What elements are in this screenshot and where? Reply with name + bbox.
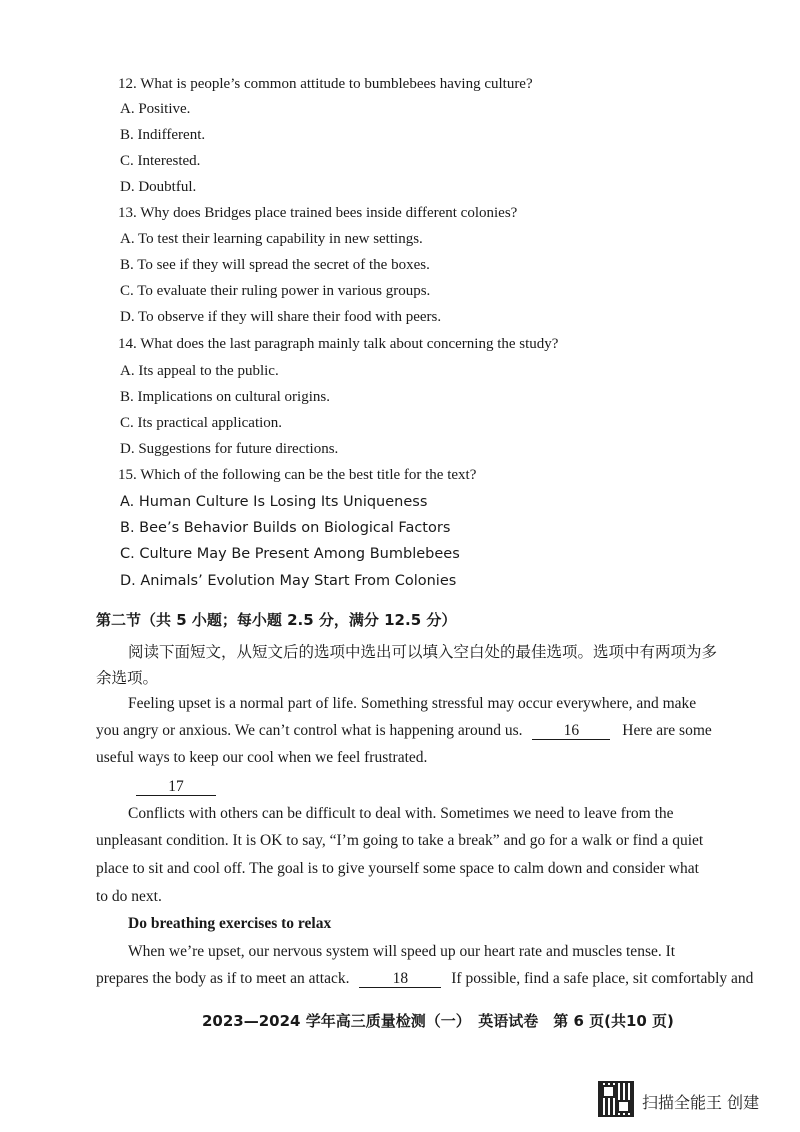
section-2-instruction-line2: 余选项。 xyxy=(96,669,159,687)
question-13-option-d: D. To observe if they will share their food with peers. xyxy=(120,309,442,325)
question-14-stem: 14. What does the last paragraph mainly talk about concerning the study? xyxy=(118,336,559,352)
question-12-option-b: B. Indifferent. xyxy=(120,127,206,143)
passage-p1-line1: Feeling upset is a normal part of life. Something stressful may occur everywhere, and make xyxy=(128,695,697,712)
question-15-stem: 15. Which of the following can be the best title for the text? xyxy=(118,467,477,483)
passage-p1-line2 xyxy=(96,722,712,740)
question-12-option-d: D. Doubtful. xyxy=(120,179,197,195)
blank-18: 18 xyxy=(359,970,441,988)
question-14-option-c: C. Its practical application. xyxy=(120,415,283,431)
question-14-option-d: D. Suggestions for future directions. xyxy=(120,441,339,457)
scanner-watermark: 扫描全能王 创建 xyxy=(642,1093,760,1112)
passage-p2-line1: Conflicts with others can be difficult to deal with. Sometimes we need to leave from the xyxy=(128,805,674,822)
question-12-stem: 12. What is people’s common attitude to bumblebees having culture? xyxy=(118,76,533,92)
question-13-option-c: C. To evaluate their ruling power in various groups. xyxy=(120,283,431,299)
question-15-option-d: D. Animals’ Evolution May Start From Colonies xyxy=(120,573,457,589)
passage-p1-line2-tail: Here are some xyxy=(622,722,712,739)
blank-16: 16 xyxy=(532,722,610,740)
page-footer: 2023—2024 学年高三质量检测（一） 英语试卷 第 6 页(共10 页) xyxy=(202,1012,674,1030)
passage-p3-line2-text: prepares the body as if to meet an attack. xyxy=(96,970,350,987)
section-2-heading: 第二节（共 5 小题；每小题 2.5 分，满分 12.5 分） xyxy=(96,611,457,629)
passage-p1-line2-text: you angry or anxious. We can’t control what is happening around us. xyxy=(96,722,523,739)
qr-code-icon xyxy=(598,1081,634,1117)
passage-p2-line2: unpleasant condition. It is OK to say, “I’m going to take a break” and go for a walk or find a quiet xyxy=(96,832,704,849)
question-13-stem: 13. Why does Bridges place trained bees inside different colonies? xyxy=(118,205,518,221)
passage-p3-line1: When we’re upset, our nervous system will speed up our heart rate and muscles tense. It xyxy=(128,943,676,960)
question-12-option-c: C. Interested. xyxy=(120,153,201,169)
passage-p3-line2-tail: If possible, find a safe place, sit comfortably and xyxy=(451,970,754,987)
passage-p2-line3: place to sit and cool off. The goal is to give yourself some space to calm down and consider what xyxy=(96,860,699,877)
question-15-option-b: B. Bee’s Behavior Builds on Biological Factors xyxy=(120,520,451,536)
question-15-option-a: A. Human Culture Is Losing Its Uniqueness xyxy=(120,494,428,510)
passage-p3-line2 xyxy=(96,970,753,988)
question-13-option-b: B. To see if they will spread the secret of the boxes. xyxy=(120,257,430,273)
passage-p2-line4: to do next. xyxy=(96,888,162,905)
passage-p1-line3: useful ways to keep our cool when we feel frustrated. xyxy=(96,749,428,766)
blank-17-line xyxy=(136,778,216,796)
question-14-option-a: A. Its appeal to the public. xyxy=(120,363,279,379)
question-14-option-b: B. Implications on cultural origins. xyxy=(120,389,330,405)
blank-17: 17 xyxy=(136,778,216,796)
section-2-instruction-line1: 阅读下面短文，从短文后的选项中选出可以填入空白处的最佳选项。选项中有两项为多 xyxy=(128,643,718,661)
question-12-option-a: A. Positive. xyxy=(120,101,191,117)
question-15-option-c: C. Culture May Be Present Among Bumblebees xyxy=(120,546,460,562)
question-13-option-a: A. To test their learning capability in new settings. xyxy=(120,231,423,247)
passage-subheading: Do breathing exercises to relax xyxy=(128,915,332,932)
